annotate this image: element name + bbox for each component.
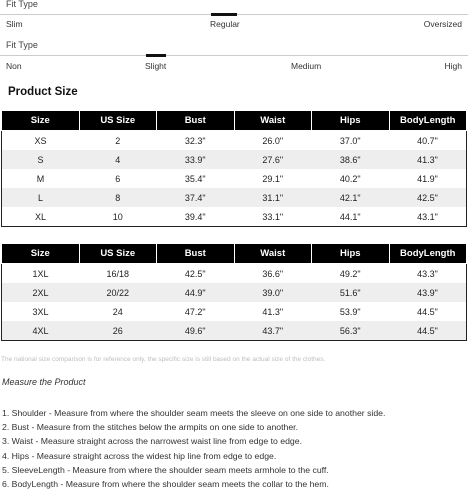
cell-size: 2XL [2,283,80,302]
list-item: 5. SleeveLength - Measure from where the shoulder seam meets armhole to the cuff. [2,464,329,475]
size-reference-note: The national size comparison is for reference only, the specific size is still based on the actual size of the clothes. [1,356,326,363]
cell-us-size: 20/22 [79,283,157,302]
cell-hips: 56.3" [312,321,390,341]
cell-size: 1XL [32,268,49,279]
col-hips: Hips [312,244,390,264]
table-row [2,169,467,188]
cell-body-length: 42.5" [389,188,467,207]
cell-size: XL [34,211,46,222]
table-row [2,302,467,321]
table-row [2,131,467,151]
table-header-row [2,111,467,131]
cell-waist: 36.6" [262,268,284,279]
cell-waist: 27.6" [234,150,312,169]
cell-size: S [2,150,80,169]
cell-us-size: 8 [79,188,157,207]
measure-title: Measure the Product [2,377,86,387]
cell-us-size: 4 [79,150,157,169]
cell-body-length: 41.3" [389,150,467,169]
fit-type-title: Fit Type [6,0,38,9]
cell-bust: 35.4" [184,173,206,184]
cell-size: M [36,173,45,184]
col-hips: Hips [312,111,390,131]
col-us-size: US Size [79,244,157,264]
list-item: 4. Hips - Measure straight across the widest hip line from edge to edge. [2,450,277,461]
cell-waist: 39.0" [234,283,312,302]
fit-type-title: Fit Type [6,40,38,50]
fit-type-scale-2 [0,38,468,74]
cell-hips: 38.6" [312,150,390,169]
cell-waist: 41.3" [262,306,284,317]
col-bust: Bust [157,244,235,264]
fit-scale-line [0,55,468,56]
cell-hips: 37.0" [339,135,361,146]
cell-hips: 53.9" [339,306,361,317]
cell-body-length: 44.5" [389,321,467,341]
fit-label-slim: Slim [6,19,23,29]
col-waist: Waist [234,244,312,264]
fit-selected-marker [146,54,166,57]
cell-body-length: 43.1" [417,211,438,222]
list-item: 2. Bust - Measure from the stitches below the armpits on one side to another. [2,422,299,433]
table-row [2,150,467,169]
cell-hips: 44.1" [339,211,361,222]
cell-hips: 42.1" [312,188,390,207]
cell-waist: 26.0" [262,135,284,146]
cell-us-size: 26 [79,321,157,341]
fit-label-regular: Regular [210,19,240,29]
cell-bust: 39.4" [184,211,206,222]
size-table-plus [1,243,467,341]
cell-bust: 47.2" [184,306,206,317]
cell-us-size: 24 [112,306,123,317]
col-waist: Waist [234,111,312,131]
fit-label-oversized: Oversized [423,19,462,29]
cell-waist: 43.7" [234,321,312,341]
table-row [2,283,467,302]
col-body-length: BodyLength [389,111,467,131]
size-table-regular [1,110,467,227]
cell-body-length: 44.5" [417,306,438,317]
table-row [2,207,467,227]
cell-size: XS [34,135,47,146]
cell-bust: 42.5" [184,268,206,279]
cell-body-length: 43.3" [417,268,438,279]
cell-body-length: 43.9" [389,283,467,302]
cell-bust: 49.6" [157,321,235,341]
cell-us-size: 10 [112,211,123,222]
cell-bust: 33.9" [157,150,235,169]
cell-hips: 51.6" [312,283,390,302]
table-row [2,264,467,284]
cell-size: 4XL [2,321,80,341]
cell-us-size: 16/18 [106,268,130,279]
cell-waist: 31.1" [234,188,312,207]
cell-us-size: 2 [115,135,121,146]
cell-hips: 49.2" [339,268,361,279]
list-item: 6. BodyLength - Measure from where the shoulder seam meets the collar to the hem. [2,479,329,490]
col-size: Size [2,244,80,264]
cell-waist: 33.1" [262,211,284,222]
fit-label-non: Non [6,61,22,71]
cell-bust: 37.4" [157,188,235,207]
fit-label-medium: Medium [291,61,322,71]
fit-selected-marker [211,13,237,16]
cell-us-size: 6 [115,173,121,184]
cell-size: L [2,188,80,207]
fit-label-slight: Slight [145,61,167,71]
col-size: Size [2,111,80,131]
fit-type-scale-1 [0,0,468,36]
measure-steps-list [2,406,385,491]
col-bust: Bust [157,111,235,131]
table-row [2,188,467,207]
product-size-title: Product Size [8,86,78,98]
cell-hips: 40.2" [339,173,361,184]
col-body-length: BodyLength [389,244,467,264]
table-header-row [2,244,467,264]
cell-size: 3XL [32,306,49,317]
list-item: 1. Shoulder - Measure from where the shoulder seam meets the sleeve on one side to another side. [2,408,386,418]
fit-label-high: High [444,61,462,71]
cell-waist: 29.1" [262,173,284,184]
list-item: 3. Waist - Measure straight across the narrowest waist line from edge to edge. [2,436,303,447]
cell-body-length: 41.9" [417,173,438,184]
col-us-size: US Size [79,111,157,131]
cell-bust: 32.3" [184,135,206,146]
cell-bust: 44.9" [157,283,235,302]
cell-body-length: 40.7" [417,135,438,146]
table-row [2,321,467,341]
